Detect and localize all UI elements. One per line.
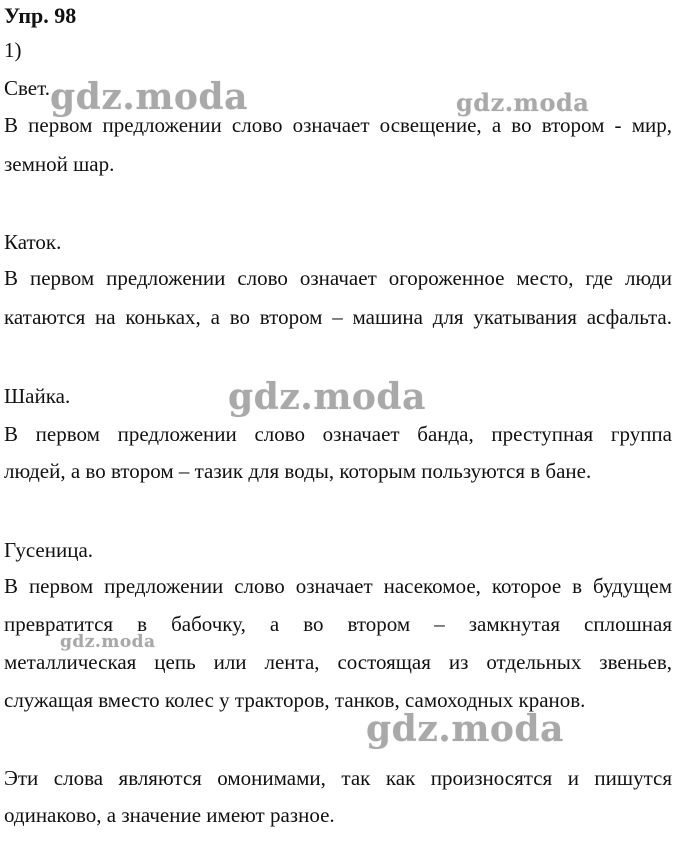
exercise-title: Упр. 98	[4, 3, 77, 28]
conclusion-line-1: Эти слова являются омонимами, так как произносятся и пишутся	[4, 766, 672, 790]
entry-shaika-line-2: людей, а во втором – тазик для воды, которым пользуются в бане.	[4, 459, 592, 483]
conclusion-line-2: одинаково, а значение имеют разное.	[4, 803, 335, 827]
entry-gusenitsa-line-3: металлическая цепь или лента, состоящая из отдельных звеньев,	[4, 650, 672, 674]
entry-katok-line-1: В первом предложении слово означает огороженное место, где люди	[4, 266, 672, 290]
part-number: 1)	[4, 38, 22, 62]
watermark-logo: gdz.moda	[456, 88, 590, 117]
entry-shaika-line-1: В первом предложении слово означает банда, преступная группа	[4, 422, 672, 446]
entry-gusenitsa-line-1: В первом предложении слово означает насекомое, которое в будущем	[4, 574, 672, 598]
watermark-logo: gdz.moda	[60, 632, 156, 652]
entry-svet-line-2: земной шар.	[4, 152, 115, 176]
watermark-logo: gdz.moda	[228, 376, 426, 418]
entry-word-shaika: Шайка.	[4, 384, 71, 408]
entry-word-katok: Каток.	[4, 230, 62, 254]
entry-gusenitsa-line-2: превратится в бабочку, а во втором – замкнутая сплошная	[4, 612, 672, 636]
watermark-logo: gdz.moda	[50, 76, 248, 118]
entry-gusenitsa-line-4: служащая вместо колес у тракторов, танков, самоходных кранов.	[4, 688, 586, 712]
entry-katok-line-2: катаются на коньках, а во втором – машина для укатывания асфальта.	[4, 305, 672, 329]
watermark-logo: gdz.moda	[366, 708, 564, 750]
entry-svet-line-1: В первом предложении слово означает освещение, а во втором - мир,	[4, 113, 672, 137]
entry-word-svet: Свет.	[4, 76, 50, 100]
entry-word-gusenitsa: Гусеница.	[4, 538, 94, 562]
